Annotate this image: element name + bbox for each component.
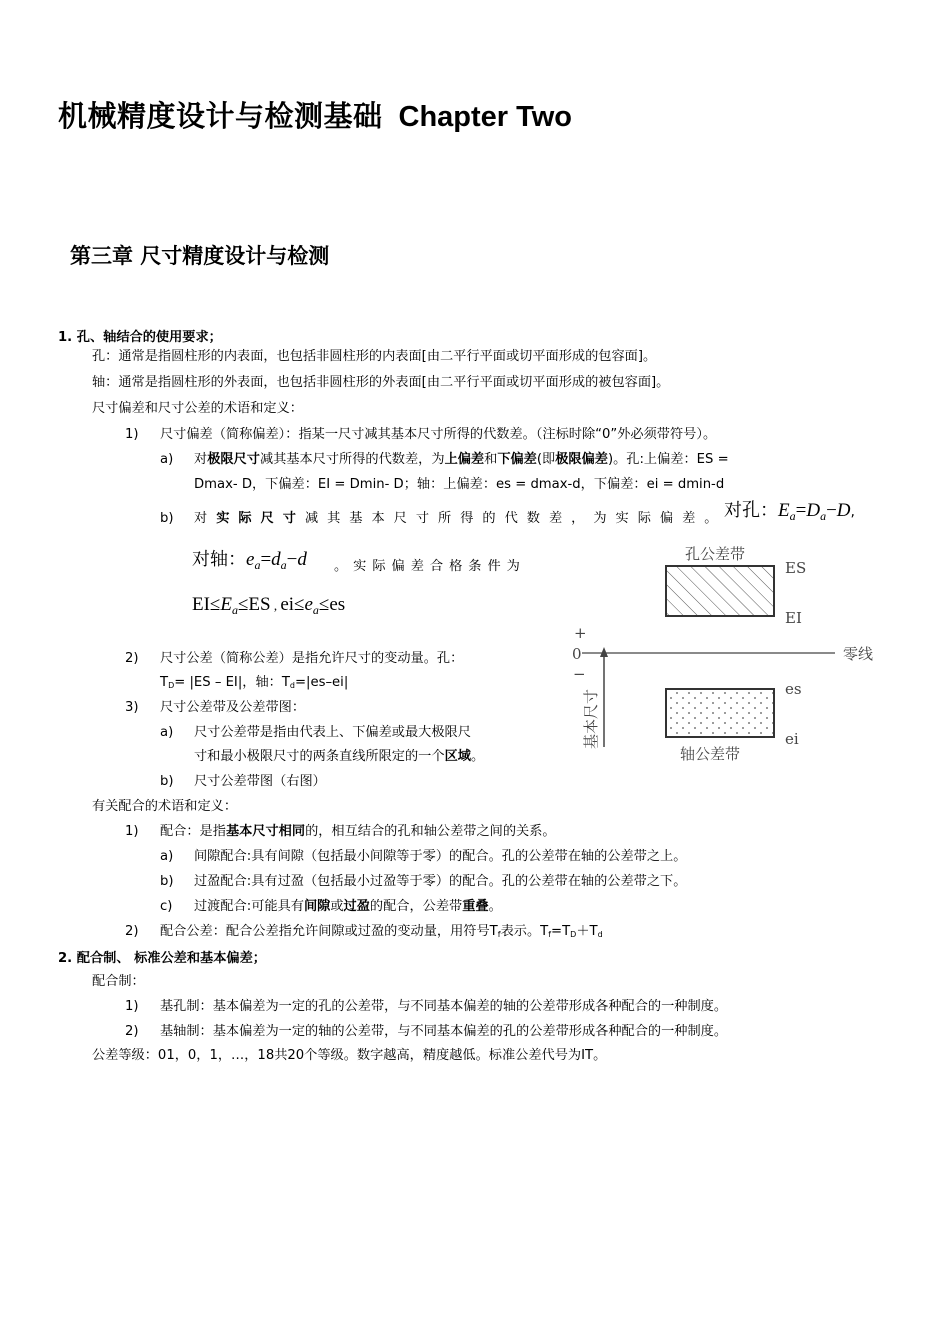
shaft-actual-deviation-formula: 对轴：$e_a=d_a-d$	[192, 549, 307, 572]
fit-tolerance-definition: 配合公差：配合公差指允许间隙或过盈的变动量，用符号$T_f$表示。$T_f=T_D+T_d$	[160, 924, 603, 939]
zero-line-label: 零线	[843, 645, 874, 663]
tolerance-formulas: $T_D= |ES - EI|$，轴：$T_d=|es-ei|$	[160, 675, 349, 690]
hole-upper-deviation-label: ES	[785, 559, 807, 577]
basic-size-label: 基本尺寸	[582, 688, 600, 749]
hole-band-label: 孔公差带	[685, 545, 746, 563]
title-english: Chapter Two	[398, 101, 572, 133]
hole-actual-deviation-formula: 对孔：$E_a=D_a-D$,	[724, 500, 855, 523]
list-item-number: 1)	[125, 999, 139, 1014]
tolerance-zone-diagram-ref: 尺寸公差带图（右图）	[194, 774, 326, 789]
plus-sign: +	[574, 624, 587, 642]
interference-fit-definition: 过盈配合:具有过盈（包括最小过盈等于零）的配合。孔的公差带在轴的公差带之下。	[194, 874, 687, 889]
shaft-definition: 轴：通常是指圆柱形的外表面，也包括非圆柱形的外表面[由二平行平面或切平面形成的被包容面]。	[92, 375, 670, 390]
terms-heading: 尺寸偏差和尺寸公差的术语和定义：	[92, 401, 303, 416]
shaft-tolerance-band	[666, 689, 774, 737]
document-title	[58, 94, 572, 135]
zero-label: 0	[572, 645, 582, 663]
hole-lower-deviation-label: EI	[785, 609, 802, 627]
title-chinese: 机械精度设计与检测基础	[58, 99, 383, 133]
list-item-number: 2)	[125, 651, 139, 666]
arrow-head	[600, 647, 608, 657]
shaft-upper-deviation-label: es	[785, 680, 802, 698]
hole-basis-system: 基孔制：基本偏差为一定的孔的公差带，与不同基本偏差的轴的公差带形成各种配合的一种制度。	[160, 999, 728, 1014]
shaft-band-label: 轴公差带	[680, 745, 741, 763]
list-item-number: 3)	[125, 700, 139, 715]
tolerance-zone-diagram	[560, 535, 890, 775]
transition-fit-definition: 过渡配合:可能具有间隙或过盈的配合，公差带重叠。	[194, 899, 502, 914]
minus-sign: −	[573, 665, 586, 683]
shaft-basis-system: 基轴制：基本偏差为一定的轴的公差带，与不同基本偏差的孔的公差带形成各种配合的一种制度。	[160, 1024, 728, 1039]
list-item-number: 1)	[125, 427, 139, 442]
list-item-letter: a)	[160, 452, 174, 467]
tolerance-zone-heading: 尺寸公差带及公差带图：	[160, 700, 306, 715]
shaft-lower-deviation-label: ei	[785, 730, 799, 748]
limit-deviation-formulas: Dmax- D，下偏差：EI = Dmin- D；轴：上偏差：es = dmax-d，下偏差：ei = dmin-d	[194, 477, 725, 492]
list-item-letter: a)	[160, 725, 174, 740]
clearance-fit-definition: 间隙配合:具有间隙（包括最小间隙等于零）的配合。孔的公差带在轴的公差带之上。	[194, 849, 687, 864]
section1-heading: 1. 孔、轴结合的使用要求；	[58, 330, 222, 345]
qualification-condition-text: 。实际偏差合格条件为	[334, 559, 526, 574]
list-item-letter: b)	[160, 874, 174, 889]
hole-tolerance-band	[666, 566, 774, 616]
list-item-number: 2)	[125, 1024, 139, 1039]
tolerance-definition: 尺寸公差（简称公差）是指允许尺寸的变动量。孔：	[160, 651, 464, 666]
tolerance-grades: 公差等级：01，0，1，…，18共20个等级。数字越高，精度越低。标准公差代号为IT。	[92, 1048, 607, 1063]
list-item-letter: b)	[160, 774, 174, 789]
actual-deviation-definition: 对实际尺寸减其基本尺寸所得的代数差，为实际偏差。	[194, 511, 727, 526]
fit-system-heading: 配合制：	[92, 974, 145, 989]
tolerance-zone-definition-line1: 尺寸公差带是指由代表上、下偏差或最大极限尺	[194, 725, 471, 740]
qualification-condition-formula: $EI\le E_a\le ES$ , $ei\le e_a\le es$	[192, 594, 346, 617]
list-item-letter: c)	[160, 899, 173, 914]
list-item-letter: a)	[160, 849, 174, 864]
hole-definition: 孔：通常是指圆柱形的内表面，也包括非圆柱形的内表面[由二平行平面或切平面形成的包容面]。	[92, 349, 657, 364]
list-item-number: 2)	[125, 924, 139, 939]
chapter-title: 第三章 尺寸精度设计与检测	[70, 244, 330, 268]
deviation-definition: 尺寸偏差（简称偏差）：指某一尺寸减其基本尺寸所得的代数差。（注标时除“0”外必须带符号）。	[160, 427, 717, 442]
limit-deviation-line1: 对极限尺寸减其基本尺寸所得的代数差，为上偏差和下偏差(即极限偏差)。孔:上偏差：ES =	[194, 452, 729, 467]
fit-terms-heading: 有关配合的术语和定义：	[92, 799, 238, 814]
fit-definition: 配合：是指基本尺寸相同的，相互结合的孔和轴公差带之间的关系。	[160, 824, 556, 839]
section2-heading: 2. 配合制、 标准公差和基本偏差；	[58, 951, 266, 966]
list-item-number: 1)	[125, 824, 139, 839]
tolerance-zone-definition-line2: 寸和最小极限尺寸的两条直线所限定的一个区域。	[194, 749, 485, 764]
list-item-letter: b)	[160, 511, 174, 526]
